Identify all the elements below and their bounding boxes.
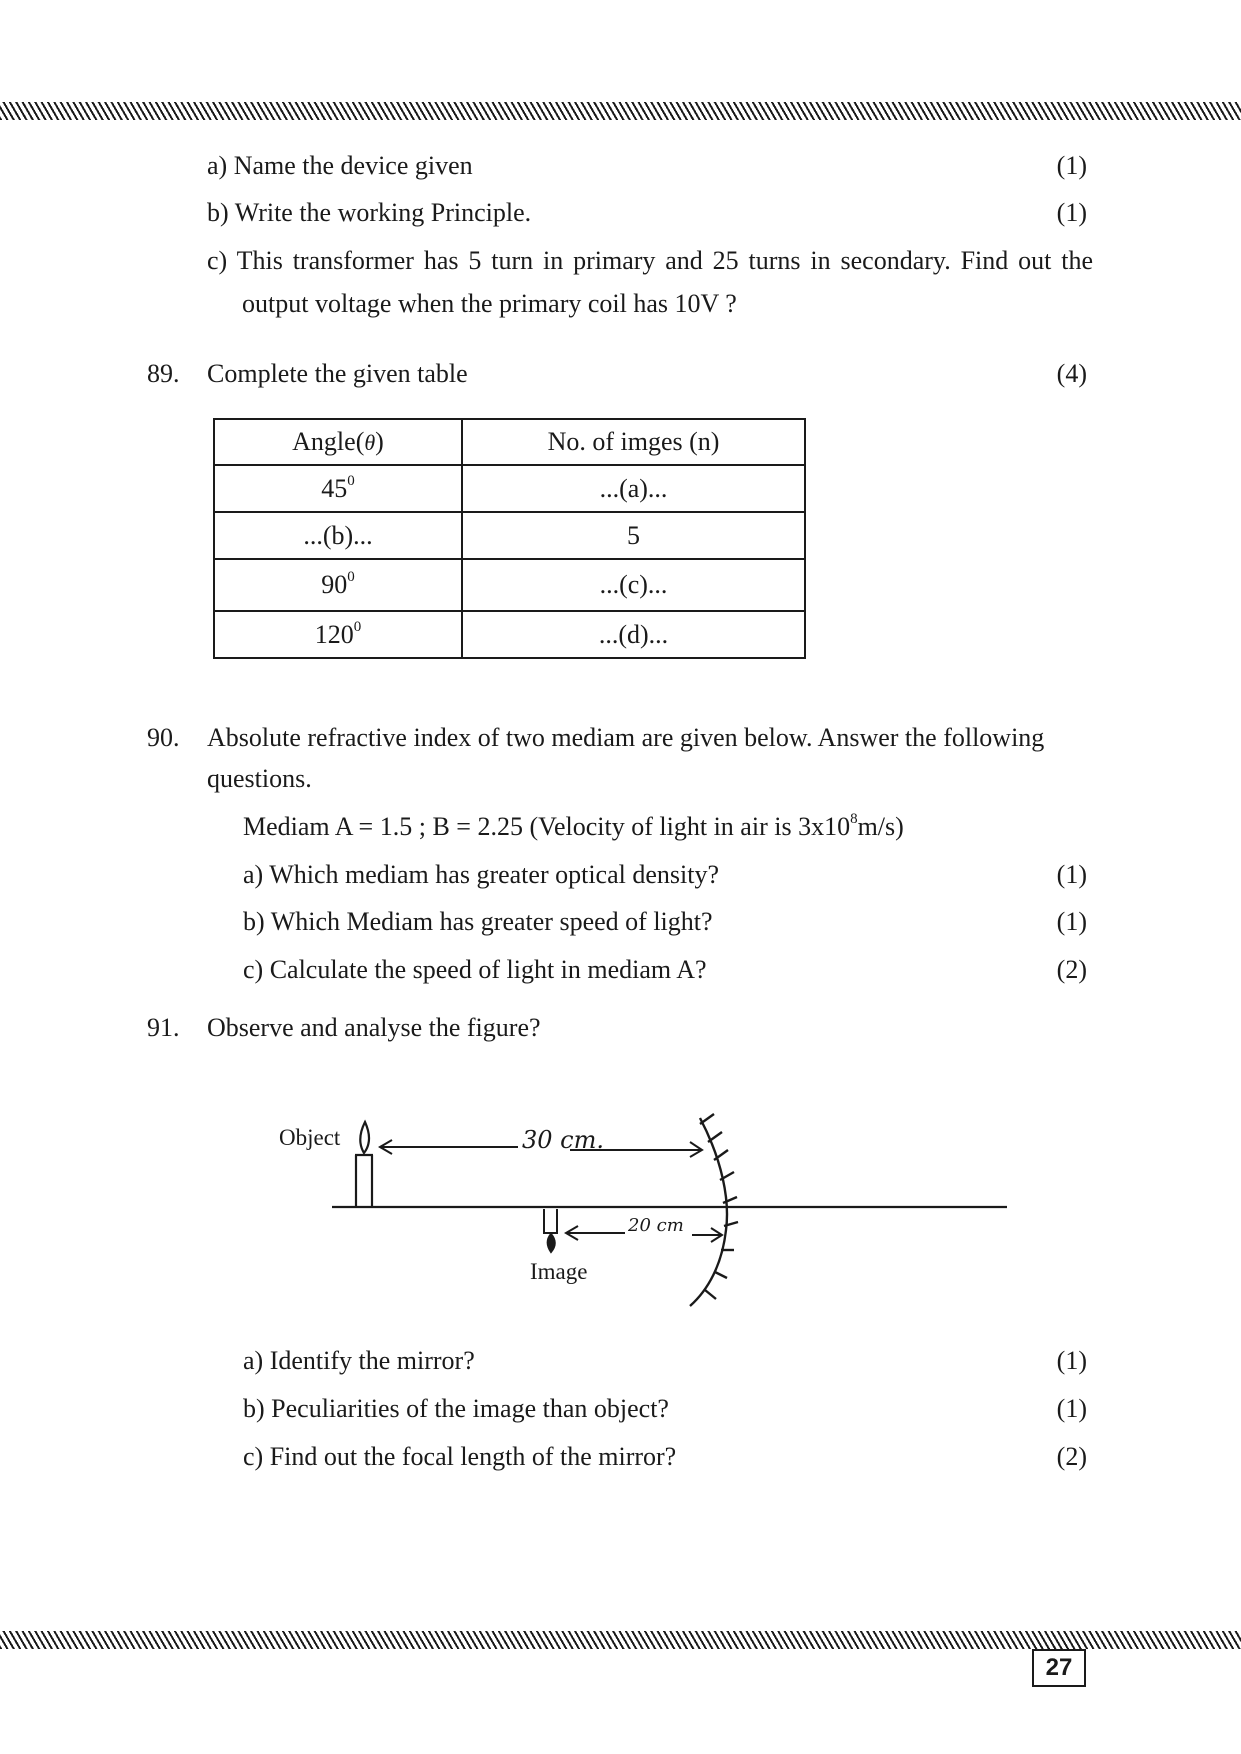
images-cell: ...(a)... (462, 465, 805, 512)
q90-question-line1: Absolute refractive index of two mediam are given below. Answer the following (207, 723, 1045, 752)
q88-part-a-marks: (1) (1056, 151, 1087, 180)
q91-part-c-marks: (2) (1056, 1442, 1087, 1471)
q90-question-line2: questions. (207, 764, 312, 793)
bottom-border-stripe (0, 1631, 1241, 1649)
image-candle-icon (543, 1209, 558, 1252)
q88-part-b: b) Write the working Principle. (207, 198, 532, 227)
q91-part-a-marks: (1) (1056, 1346, 1087, 1375)
q88-part-b-marks: (1) (1056, 198, 1087, 227)
theta-symbol: θ (364, 430, 376, 455)
q88-part-a: a) Name the device given (207, 151, 473, 180)
q90-part-c: c) Calculate the speed of light in mediam A? (243, 955, 707, 984)
q90-part-a-marks: (1) (1056, 860, 1087, 889)
q89-marks: (4) (1056, 359, 1087, 388)
q91-part-b-marks: (1) (1056, 1394, 1087, 1423)
image-label: Image (530, 1259, 588, 1284)
images-cell: ...(c)... (462, 559, 805, 611)
angle-cell: $90^0$ (214, 559, 462, 611)
q89-number: 89. (147, 359, 180, 388)
object-distance-label: 30 cm. (522, 1126, 604, 1154)
angle-cell: $45^0$ (214, 465, 462, 512)
q91-number: 91. (147, 1013, 180, 1042)
angle-cell: $120^0$ (214, 611, 462, 658)
q90-part-b: b) Which Mediam has greater speed of light? (243, 907, 713, 936)
q90-given-values: Mediam A = 1.5 ; B = 2.25 (Velocity of light in air is $3x10^8m/s$) (243, 811, 904, 841)
q88-part-c-line2: output voltage when the primary coil has 10V ? (242, 289, 737, 318)
q91-part-b: b) Peculiarities of the image than object? (243, 1394, 669, 1423)
concave-mirror (690, 1114, 738, 1306)
image-distance-label: 20 cm (628, 1215, 684, 1236)
q91-part-a: a) Identify the mirror? (243, 1346, 475, 1375)
object-label: Object (279, 1125, 341, 1150)
q90-part-c-marks: (2) (1056, 955, 1087, 984)
angle-cell: ...(b)... (214, 512, 462, 559)
q90-part-a: a) Which mediam has greater optical density? (243, 860, 719, 889)
q88-part-c-line1: c) This transformer has 5 turn in primary and 25 turns in secondary. Find out the (207, 246, 1093, 275)
page-number: 27 (1032, 1649, 1086, 1687)
images-cell: ...(d)... (462, 611, 805, 658)
q91-question: Observe and analyse the figure? (207, 1013, 541, 1042)
q90-part-b-marks: (1) (1056, 907, 1087, 936)
q91-part-c: c) Find out the focal length of the mirror? (243, 1442, 677, 1471)
header-images: No. of imges (n) (462, 419, 805, 465)
q89-question: Complete the given table (207, 359, 468, 388)
images-cell: 5 (462, 512, 805, 559)
q90-number: 90. (147, 723, 180, 752)
header-angle: Angle(θ) (214, 419, 462, 465)
object-candle-icon (355, 1122, 373, 1207)
